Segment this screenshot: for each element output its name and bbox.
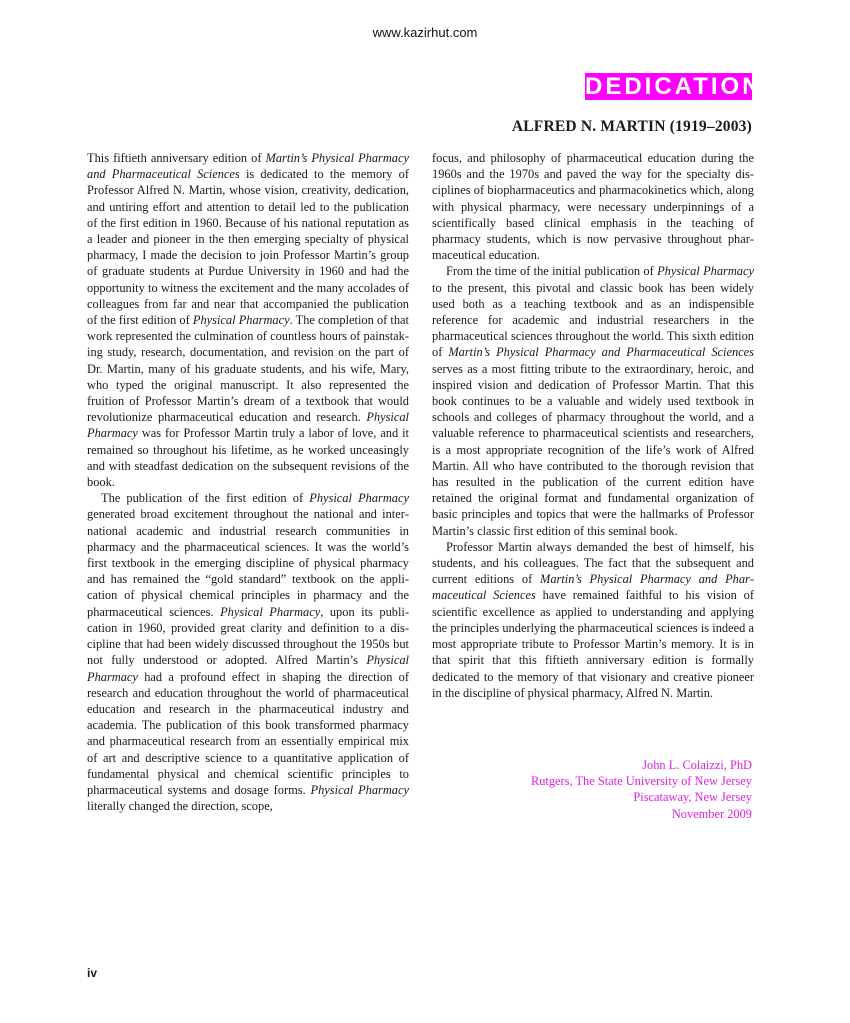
left-text-column [87, 150, 409, 814]
text-run: to the present, this pivotal and classic book has been widely used both as a teaching textbook and as an indispensible reference for academic and industrial researchers in the pharmaceutical sciences throughout the world. This sixth edition of [432, 280, 754, 360]
signature-block [531, 757, 752, 822]
text-run: The publication of the first edition of [101, 491, 310, 506]
paragraph [87, 490, 409, 814]
text-run: literally changed the direction, scope, [87, 799, 273, 814]
italic-title: Physical Pharmacy [310, 782, 409, 797]
dedication-subtitle: ALFRED N. MARTIN (1919–2003) [511, 118, 752, 135]
site-url: www.kazirhut.com [372, 25, 478, 40]
signature-location: Piscataway, New Jersey [633, 790, 752, 805]
text-run: . The completion of that work represented the culmination of countless hours of painstaking study, research, documentation, and revision on the part of Dr. Martin, many of his graduate students, and his wife, Mary, who typed the original manuscript. It also represented the fruition of Professor Martin’s dream of a textbook that would revolutionize pharmaceutical education and research. [87, 313, 409, 425]
paragraph [432, 263, 754, 538]
text-run: This fiftieth anniversary edition of [87, 151, 266, 165]
italic-title: Martin’s Physical Pharmacy and Pharmaceutical Sciences [448, 345, 754, 360]
text-run: had a profound effect in shaping the direction of research and education throughout the world of pharmaceutical education and research in the pharmaceutical industry and academia. The publication of this book transformed pharmacy and pharmaceutical research from an essentially empirical mix of art and descriptive science to a quantitative application of fundamental physical and chemical scientific principles to pharmaceutical systems and dosage forms. [87, 669, 409, 797]
italic-title: Physical Pharmacy [87, 653, 409, 684]
text-run: have remained faithful to his vision of scientific excellence as applied to understanding and applying the principles underlying the pharmaceutical sciences is indeed a most appropriate tribute to Professor Martin’s memory. It is in that spirit that this fiftieth anniversary edition is formally dedicated to the memory of that visionary and creative pioneer in the discipline of physical pharmacy, Alfred N. Martin. [432, 588, 754, 700]
text-run: From the time of the initial publication of [446, 264, 658, 279]
signature-affiliation: Rutgers, The State University of New Jersey [530, 774, 752, 789]
italic-title: Physical Pharmacy [309, 491, 409, 506]
page-number: iv [87, 966, 98, 980]
paragraph [432, 150, 754, 263]
right-text-column [432, 150, 754, 701]
text-run: serves as a most fitting tribute to the extraordinary, heroic, and inspired vision and dedication of Professor Martin. That this book continues to be a valuable and widely used textbook in schools and colleges of pharmacy throughout the world, and a valuable reference to pharmaceutical scientists and researchers, is a most appropriate recognition of the life’s work of Alfred Martin. All who have contributed to the thorough revision that has resulted in the publication of the current edition have retained the original format and fundamental organization of basic principles and topics that were the hallmarks of Professor Martin’s classic first edition of this seminal book. [432, 361, 754, 538]
paragraph [87, 150, 409, 490]
text-run: , upon its publication in 1960, provided great clarity and definition to a discipline that had been widely discussed throughout the 1950s but not fully understood or adopted. Alfred Martin’s [87, 604, 410, 668]
signature-name: John L. Colaizzi, PhD [642, 758, 752, 772]
italic-title: Martin’s Physical Pharmacy and Pharmaceutical Sciences [87, 151, 409, 182]
paragraph [432, 539, 754, 701]
signature-date: November 2009 [671, 806, 752, 821]
italic-title: Physical Pharmacy [220, 604, 321, 619]
italic-title: Physical Pharmacy [657, 264, 754, 279]
text-run: focus, and philosophy of pharmaceutical education during the 1960s and the 1970s and paved the way for the specialty disciplines of biopharmaceutics and pharmacokinetics which, along with physical pharmacy, were necessary underpinnings of a scientifically based clinical emphasis in the teaching of pharmacy students, which is now pervasive throughout pharmaceutical education. [432, 151, 754, 263]
italic-title: Physical Pharmacy [87, 410, 409, 441]
section-banner: DEDICATION [585, 73, 763, 100]
italic-title: Physical Pharmacy [192, 313, 290, 328]
italic-title: Martin’s Physical Pharmacy and Pharmaceutical Sciences [432, 572, 754, 603]
text-run: generated broad excitement throughout the national and international academic and industrial research communities in pharmacy and the pharmaceutical sciences. It was the world’s first textbook in the emerging discipline of physical pharmacy and has remained the “gold standard” textbook on the application of physical chemical principles in pharmacy and the pharmaceutical sciences. [87, 507, 409, 619]
text-run: Professor Martin always demanded the best of himself, his students, and his colleagues. The fact that the subsequent and current editions of [432, 539, 754, 587]
text-run: was for Professor Martin truly a labor of love, and it remained so throughout his lifetime, as he worked unceasingly and with steadfast dedication on the subsequent revisions of the book. [87, 426, 409, 490]
text-run: is dedicated to the memory of Professor Alfred N. Martin, whose vision, creativity, dedication, and untiring effort and attention to detail led to the publication of the first edition in 1960. Because of his national reputation as a leader and pioneer in the then emerging specialty of physical pharmacy, I made the decision to join Professor Martin’s group of graduate students at Purdue University in 1960 and had the opportunity to witness the excitement and the many accolades of colleagues from far and near that accompanied the publication of the first edition of [87, 167, 410, 328]
